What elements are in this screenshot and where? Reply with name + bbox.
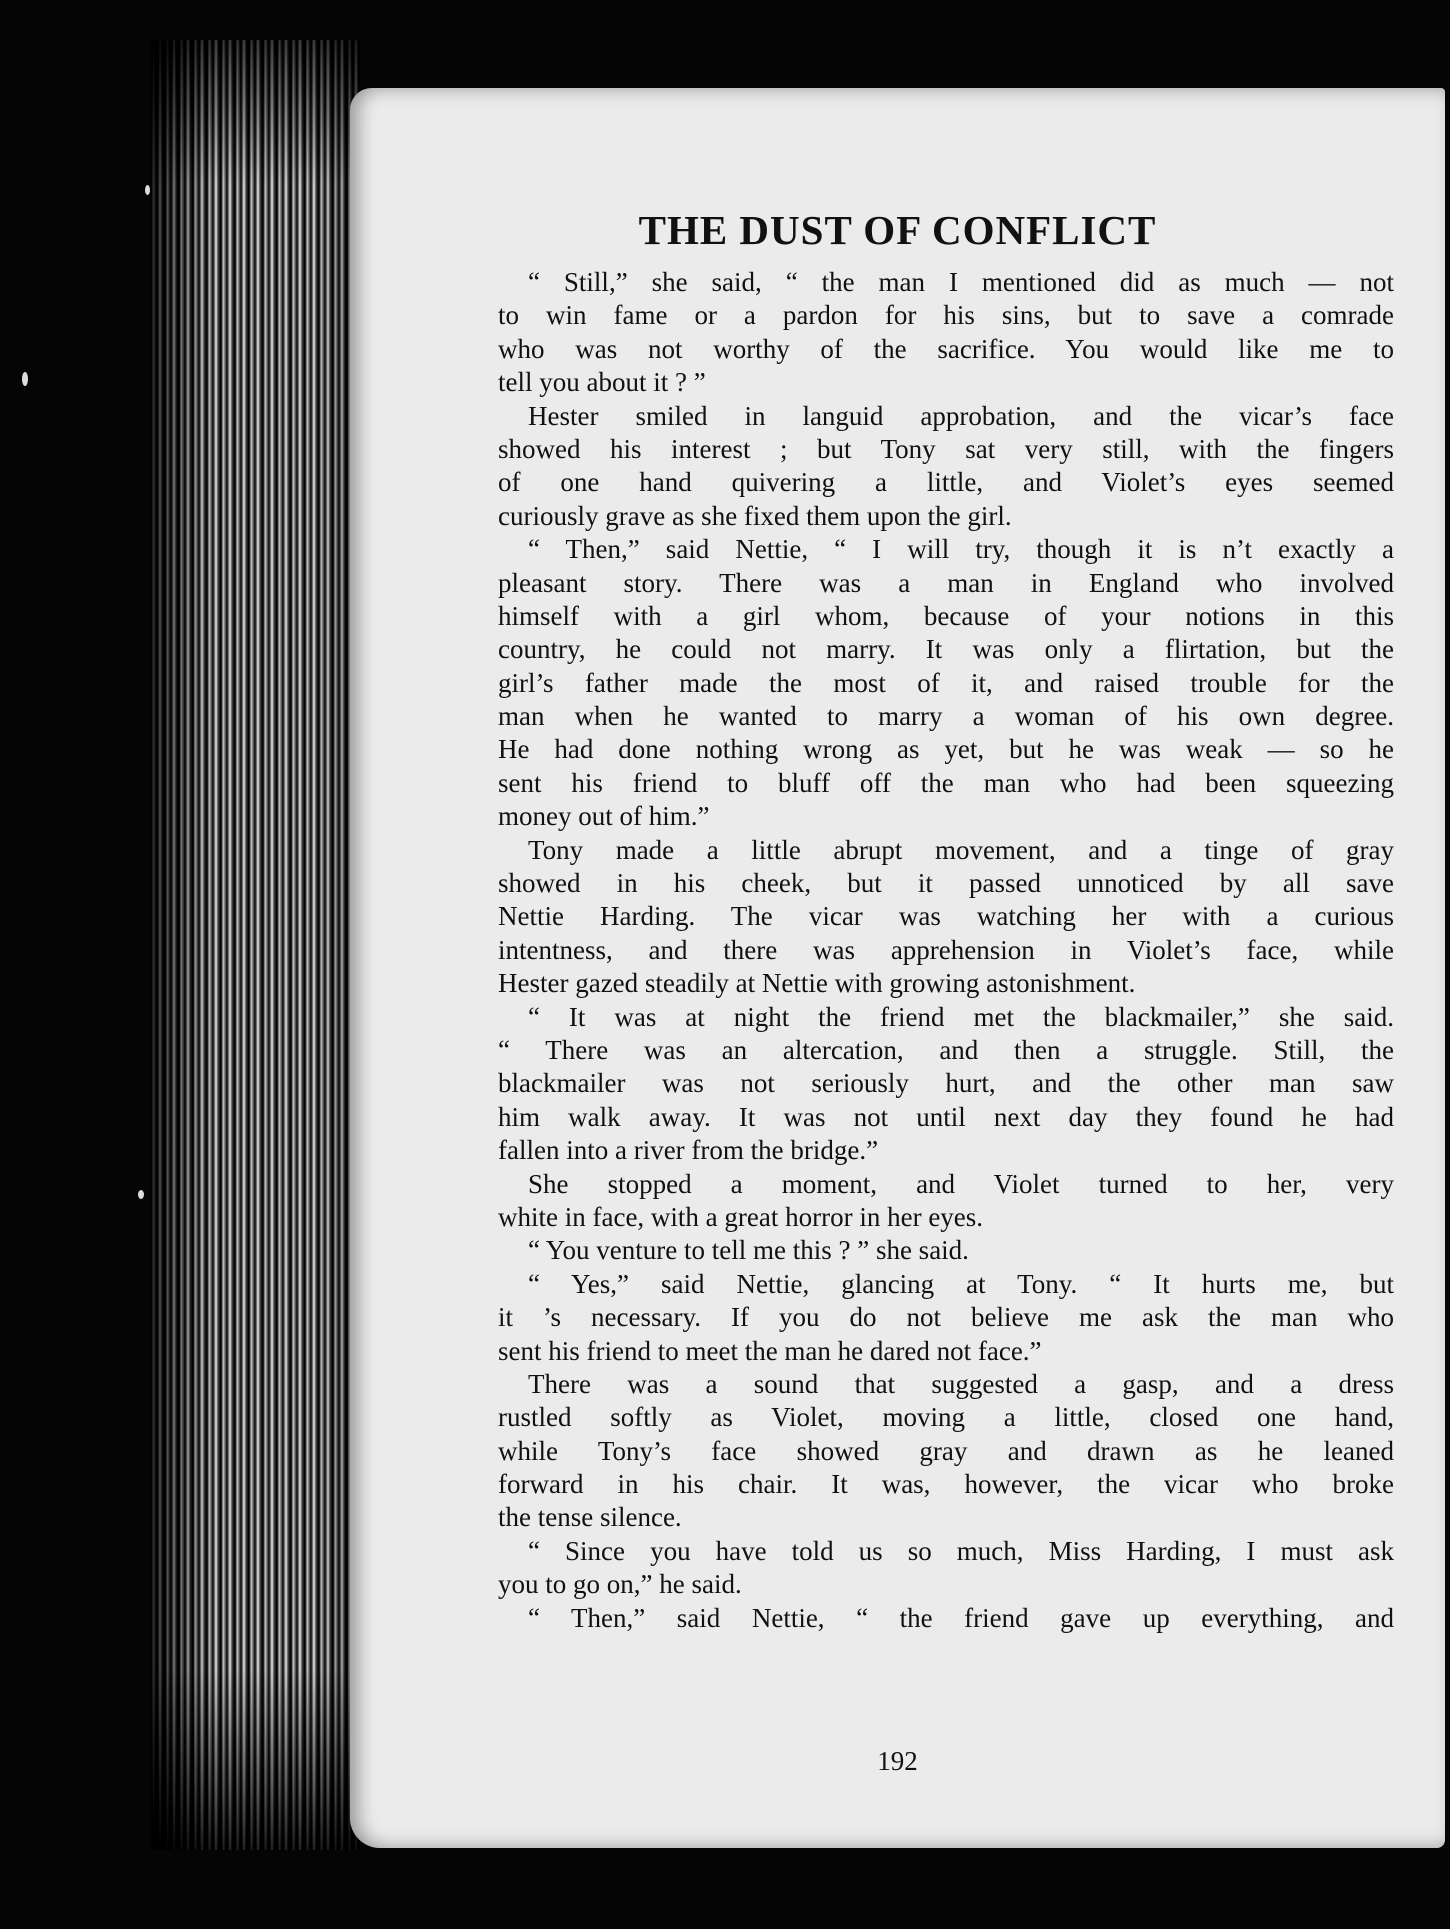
running-head: THE DUST OF CONFLICT (638, 207, 1157, 253)
text-line: showed his interest ; but Tony sat very still, with the fingers (498, 433, 1394, 464)
text-line: Nettie Harding. The vicar was watching her with a curious (498, 901, 1394, 932)
text-line: “ Since you have told us so much, Miss Harding, I must ask (528, 1535, 1394, 1566)
text-line: sent his friend to meet the man he dared not face.” (498, 1335, 1042, 1366)
text-line: rustled softly as Violet, moving a little, closed one hand, (498, 1402, 1394, 1433)
text-line: who was not worthy of the sacrifice. You would like me to (498, 333, 1394, 364)
dust-speck (138, 1190, 144, 1199)
text-line: the tense silence. (498, 1502, 682, 1533)
text-line: “ You venture to tell me this ? ” she said. (528, 1235, 969, 1266)
text-line: himself with a girl whom, because of your notions in this (498, 600, 1394, 631)
text-line: sent his friend to bluff off the man who had been squeezing (498, 767, 1394, 798)
text-line: while Tony’s face showed gray and drawn as he leaned (498, 1435, 1394, 1466)
text-line: of one hand quivering a little, and Violet’s eyes seemed (498, 467, 1394, 498)
text-line: Tony made a little abrupt movement, and a tinge of gray (528, 834, 1394, 865)
text-line: him walk away. It was not until next day they found he had (498, 1101, 1394, 1132)
text-line: forward in his chair. It was, however, the vicar who broke (498, 1469, 1394, 1500)
text-line: country, he could not marry. It was only a flirtation, but the (498, 634, 1394, 665)
text-line: man when he wanted to marry a woman of his own degree. (498, 701, 1394, 732)
text-line: fallen into a river from the bridge.” (498, 1135, 879, 1166)
text-line: blackmailer was not seriously hurt, and the other man saw (498, 1068, 1394, 1099)
text-line: tell you about it ? ” (498, 367, 706, 398)
text-line: “ Then,” said Nettie, “ the friend gave up everything, and (528, 1602, 1394, 1633)
text-line: She stopped a moment, and Violet turned to her, very (528, 1168, 1394, 1199)
text-line: He had done nothing wrong as yet, but he was weak — so he (498, 734, 1394, 765)
text-line: “ Still,” she said, “ the man I mentioned did as much — not (528, 267, 1394, 297)
text-line: showed in his cheek, but it passed unnoticed by all save (498, 868, 1394, 899)
text-line: girl’s father made the most of it, and raised trouble for the (498, 667, 1394, 698)
text-line: “ It was at night the friend met the blackmailer,” she said. (528, 1001, 1394, 1032)
text-line: Hester smiled in languid approbation, and the vicar’s face (528, 400, 1394, 431)
dust-speck (145, 185, 150, 195)
page-body-text (498, 266, 1394, 1635)
book-fore-edge (150, 40, 360, 1850)
text-line: intentness, and there was apprehension in Violet’s face, while (498, 934, 1394, 965)
dust-speck (22, 372, 28, 386)
page-number: 192 (877, 1746, 918, 1776)
text-line: “ Yes,” said Nettie, glancing at Tony. “ It hurts me, but (528, 1268, 1394, 1299)
text-line: it ’s necessary. If you do not believe me ask the man who (498, 1302, 1394, 1333)
text-line: “ Then,” said Nettie, “ I will try, though it is n’t exactly a (528, 534, 1394, 565)
book-page (350, 88, 1445, 1848)
text-line: money out of him.” (498, 801, 710, 832)
text-line: pleasant story. There was a man in England who involved (498, 567, 1394, 598)
text-line: to win fame or a pardon for his sins, but to save a comrade (498, 300, 1394, 331)
text-line: white in face, with a great horror in her eyes. (498, 1201, 984, 1232)
text-line: “ There was an altercation, and then a struggle. Still, the (498, 1034, 1394, 1065)
text-line: you to go on,” he said. (498, 1569, 742, 1600)
text-line: There was a sound that suggested a gasp, and a dress (528, 1368, 1394, 1399)
text-line: Hester gazed steadily at Nettie with growing astonishment. (498, 968, 1136, 999)
text-line: curiously grave as she fixed them upon the girl. (498, 500, 1012, 531)
